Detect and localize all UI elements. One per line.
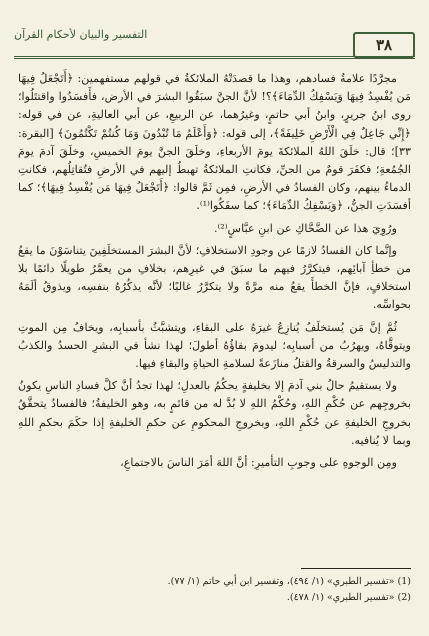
paragraph-6: ومِن الوجوهِ على وجوبِ التأميرِ: أنَّ اللهَ أمَرَ الناسَ بالاجتماعِ،: [120, 456, 397, 470]
page-number: ٣٨: [353, 32, 415, 58]
main-text: [18, 70, 411, 476]
paragraph-1: مجرَّدًا علامةُ فسادهم، وهذا ما قصدَتْهُ الملائكةُ في قولهم مستفهمين: ﴿أَتَجْعَلُ فِيهَا مَن يُفْسِدُ فِيهَا وَيَسْفِكُ الدِّمَاءَ﴾؟! لأنَّ الجنَّ سبَقُوا البشرَ في الأرض، فأَفسَدُوا واقتتَلُوا؛ روى ابنُ جريرٍ، وابنُ أبي حاتمٍ، وغيرُهما، عن الربيعِ، عن أبي العاليةِ، عن في قوله: ﴿إِنِّي جَاعِلٌ فِي الْأَرْضِ خَلِيفَةً﴾، إلى قوله: ﴿وَأَعْلَمُ مَا تُبْدُونَ وَمَا كُنتُمْ تَكْتُمُونَ﴾ [البقرة: ٣٣]؛ قال: خلَقَ اللهُ الملائكةَ يومَ الأربعاءِ، وخلَقَ الجنَّ يومَ الخميسِ، وخلَقَ آدمَ يومَ الجُمُعةِ؛ فكفَرَ قومٌ من الجنِّ، فكانتِ الملائكةُ تهبطُ إليهم في الأرضِ فتُقاتِلُهم، فكانتِ الدماءُ بينهم، وكان الفسادُ في الأرضِ، فمِن ثَمَّ قالوا: ﴿أَتَجْعَلُ فِيهَا مَن يُفْسِدُ فِيهَا﴾؛ كما أفسَدَتِ الجنُّ، ﴿وَيَسْفِكُ الدِّمَاءَ﴾؛ كما سفَكُوا⁽¹⁾.: [18, 72, 411, 213]
paragraph-3: وإنَّما كان الفسادُ لازمًا عن وجودِ الاستخلافِ؛ لأنَّ البشرَ المستخلَفِينَ يتناسَوْنَ ما يقعُ من خطأِ آبائِهم، فيتكرَّرُ فيهم ما سبَقَ في غيرِهم، بخلافِ من يعمَّرُ طويلًا دائمًا بلا استخلافٍ، فإنَّ الخطأَ يقعُ منه مرَّةً ولا يتكرَّرُ غالبًا؛ لأنَّه يذكُرُهُ بنفسِه، ويذوقُ ألَمَهُ بحواسِّه.: [18, 243, 411, 312]
footnote-separator: [301, 568, 411, 569]
running-title: التفسير والبيان لأحكام القرآن: [14, 28, 148, 41]
page-header: [14, 26, 415, 54]
header-divider: [14, 56, 415, 59]
paragraph-5: ولا يستقيمُ حالُ بني آدمَ إلا بخليفةٍ يحكُمُ بالعدلِ؛ لهذا تجدُ أنَّ كلَّ فسادِ الناسِ يكونُ بخروجِهم عن حُكْمِ اللهِ، وحُكْمُ اللهِ لا بُدَّ له من قائمٍ به، وهو الخليفةُ؛ فالفسادُ يتحقَّقُ بخروجِ الخليفةِ عن حُكْمِ اللهِ، وبخروجِ المحكومِ عن حكمِ الخليفةِ إذا حكَمَ بحكمِ اللهِ وبما لا يُنافيه.: [18, 379, 411, 447]
paragraph-4: ثُمَّ إنَّ مَن يُستخلَفُ يُنازِعُ غيرَهُ على البقاءِ، ويتشبَّثُ بأسبابِه، ويخافُ مِن الموتِ ويتوقَّاهُ، ويهرُبُ من أسبابِه؛ ليدومَ بقاؤُهُ أطولَ؛ لهذا نشأ في البشرِ الحسدُ والكذبُ والتدليسُ والسرقةُ والقتلُ منازَعةً لسلامةِ الحياةِ والبقاءِ فيها.: [18, 320, 411, 371]
footnotes: [18, 574, 411, 606]
footnote-1: (1) «تفسير الطبري» (١/ ٤٩٤)، وتفسير ابن أبي حاتم (١/ ٧٧).: [167, 576, 411, 587]
footnote-2: (2) «تفسير الطبري» (١/ ٤٧٨).: [286, 592, 411, 603]
paragraph-2: ورُوِيَ هذا عن الضَّحَّاكِ عن ابنِ عبَّاسٍ⁽²⁾.: [213, 221, 397, 235]
